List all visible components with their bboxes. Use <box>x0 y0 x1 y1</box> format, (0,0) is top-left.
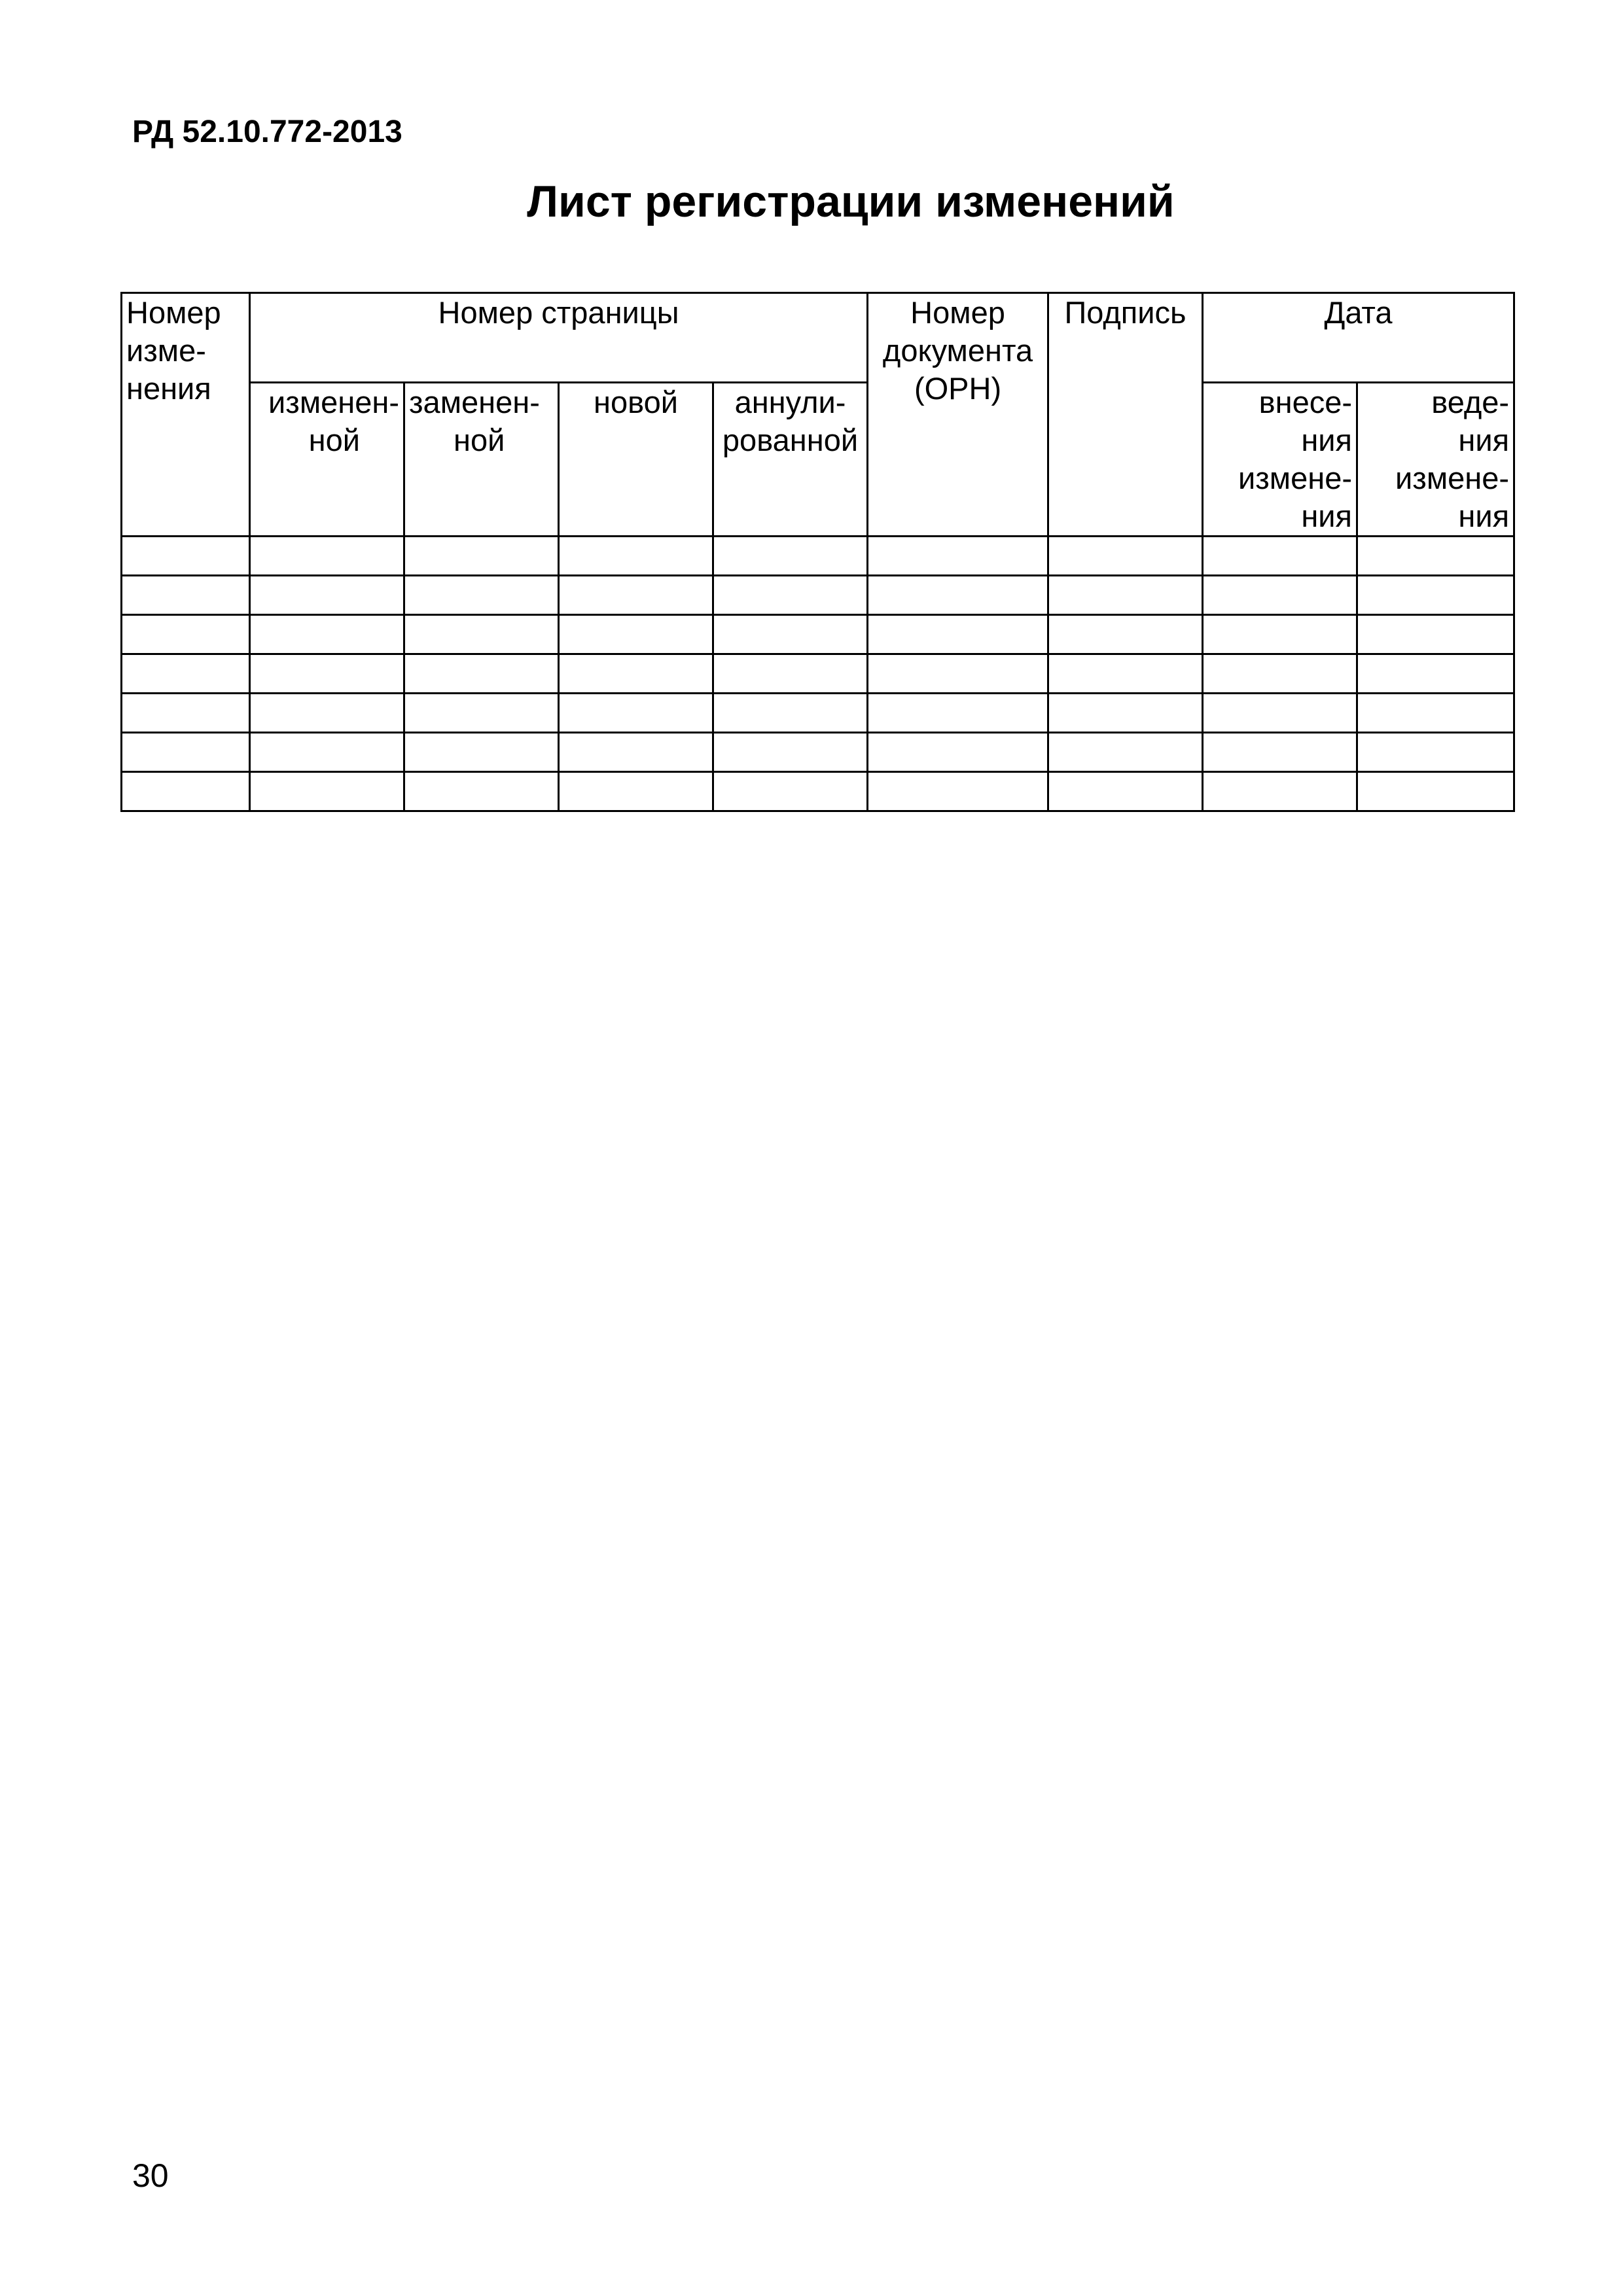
subheader-date-entered <box>1203 383 1357 537</box>
table-cell <box>1357 733 1514 772</box>
header-change-number-line: нения <box>126 371 211 406</box>
subheader-date-introduced-line: ния <box>1458 499 1510 533</box>
table-cell <box>250 537 404 576</box>
table-cell <box>559 772 713 811</box>
table-cell <box>404 733 559 772</box>
table-cell <box>122 537 250 576</box>
table-row <box>122 694 1514 733</box>
table-cell <box>1357 694 1514 733</box>
header-document-number-line: (ОРН) <box>914 371 1002 406</box>
table-cell <box>404 694 559 733</box>
table-cell <box>250 615 404 654</box>
subheader-date-introduced-line: измене- <box>1395 461 1510 495</box>
subheader-date-entered-line: измене- <box>1238 461 1353 495</box>
subheader-date-entered-line: внесе- <box>1258 385 1353 419</box>
header-change-number-line: Номер <box>126 295 221 330</box>
table-cell <box>404 654 559 694</box>
header-change-number <box>122 293 250 537</box>
document-code: РД 52.10.772-2013 <box>132 115 402 149</box>
table-row <box>122 576 1514 615</box>
table-cell <box>713 576 868 615</box>
subheader-replaced <box>404 383 559 537</box>
table-cell <box>250 694 404 733</box>
header-document-number <box>868 293 1048 537</box>
change-registration-table <box>120 292 1515 812</box>
table-cell <box>868 733 1048 772</box>
table-row <box>122 772 1514 811</box>
table-cell <box>122 615 250 654</box>
table-cell <box>713 615 868 654</box>
table-cell <box>1048 576 1203 615</box>
table-cell <box>559 654 713 694</box>
table-cell <box>1203 576 1357 615</box>
table-row <box>122 537 1514 576</box>
table-cell <box>713 772 868 811</box>
header-date <box>1203 293 1514 383</box>
table-cell <box>868 654 1048 694</box>
table-cell <box>1357 576 1514 615</box>
table-cell <box>868 615 1048 654</box>
table-cell <box>250 733 404 772</box>
table-cell <box>122 654 250 694</box>
table-cell <box>404 615 559 654</box>
table-cell <box>713 654 868 694</box>
table-cell <box>1357 654 1514 694</box>
table-cell <box>713 537 868 576</box>
subheader-replaced-line: ной <box>454 423 505 457</box>
table-cell <box>868 694 1048 733</box>
table-cell <box>1203 694 1357 733</box>
table-cell <box>1357 772 1514 811</box>
table-cell <box>250 576 404 615</box>
subheader-changed-line: изменен- <box>268 385 399 419</box>
subheader-changed-line: ной <box>308 423 360 457</box>
table-cell <box>404 537 559 576</box>
table-cell <box>1203 772 1357 811</box>
table-cell <box>868 772 1048 811</box>
subheader-date-entered-line: ния <box>1301 499 1353 533</box>
subheader-date-introduced-line: ния <box>1458 423 1510 457</box>
table-cell <box>122 772 250 811</box>
table-row <box>122 733 1514 772</box>
table-cell <box>559 537 713 576</box>
table-row <box>122 654 1514 694</box>
table-cell <box>1048 537 1203 576</box>
subheader-annulled-line: рованной <box>722 423 859 457</box>
table-cell <box>1203 733 1357 772</box>
page-title: Лист регистрации изменений <box>527 177 1175 226</box>
table-cell <box>559 615 713 654</box>
table-cell <box>122 733 250 772</box>
table-cell <box>250 772 404 811</box>
table-cell <box>122 694 250 733</box>
table-row <box>122 615 1514 654</box>
table-cell <box>1203 654 1357 694</box>
header-page-number <box>250 293 868 383</box>
table-cell <box>1048 733 1203 772</box>
table-cell <box>250 654 404 694</box>
table-cell <box>713 694 868 733</box>
table-cell <box>559 733 713 772</box>
header-signature-label: Подпись <box>1064 295 1186 330</box>
header-document-number-line: Номер <box>910 295 1005 330</box>
subheader-replaced-line: заменен- <box>409 385 540 419</box>
header-change-number-line: изме- <box>126 333 206 368</box>
subheader-new-label: новой <box>594 385 678 419</box>
subheader-date-introduced <box>1357 383 1514 537</box>
subheader-date-entered-line: ния <box>1301 423 1353 457</box>
table-cell <box>1357 615 1514 654</box>
table-cell <box>1357 537 1514 576</box>
page-number: 30 <box>132 2157 169 2194</box>
table-cell <box>559 576 713 615</box>
table-cell <box>868 576 1048 615</box>
table-cell <box>404 576 559 615</box>
subheader-date-introduced-line: веде- <box>1431 385 1510 419</box>
table-cell <box>1203 537 1357 576</box>
table-cell <box>1048 694 1203 733</box>
table-cell <box>404 772 559 811</box>
subheader-annulled <box>713 383 868 537</box>
header-date-label: Дата <box>1324 295 1393 330</box>
subheader-changed <box>250 383 404 537</box>
table-cell <box>122 576 250 615</box>
header-document-number-line: документа <box>882 333 1033 368</box>
table-body <box>122 537 1514 811</box>
header-signature <box>1048 293 1203 537</box>
subheader-new <box>559 383 713 537</box>
table-cell <box>713 733 868 772</box>
subheader-annulled-line: аннули- <box>734 385 846 419</box>
table-cell <box>1203 615 1357 654</box>
table-cell <box>1048 615 1203 654</box>
table-cell <box>559 694 713 733</box>
table-cell <box>1048 772 1203 811</box>
header-page-number-label: Номер страницы <box>438 295 679 330</box>
table-cell <box>1048 654 1203 694</box>
table-cell <box>868 537 1048 576</box>
